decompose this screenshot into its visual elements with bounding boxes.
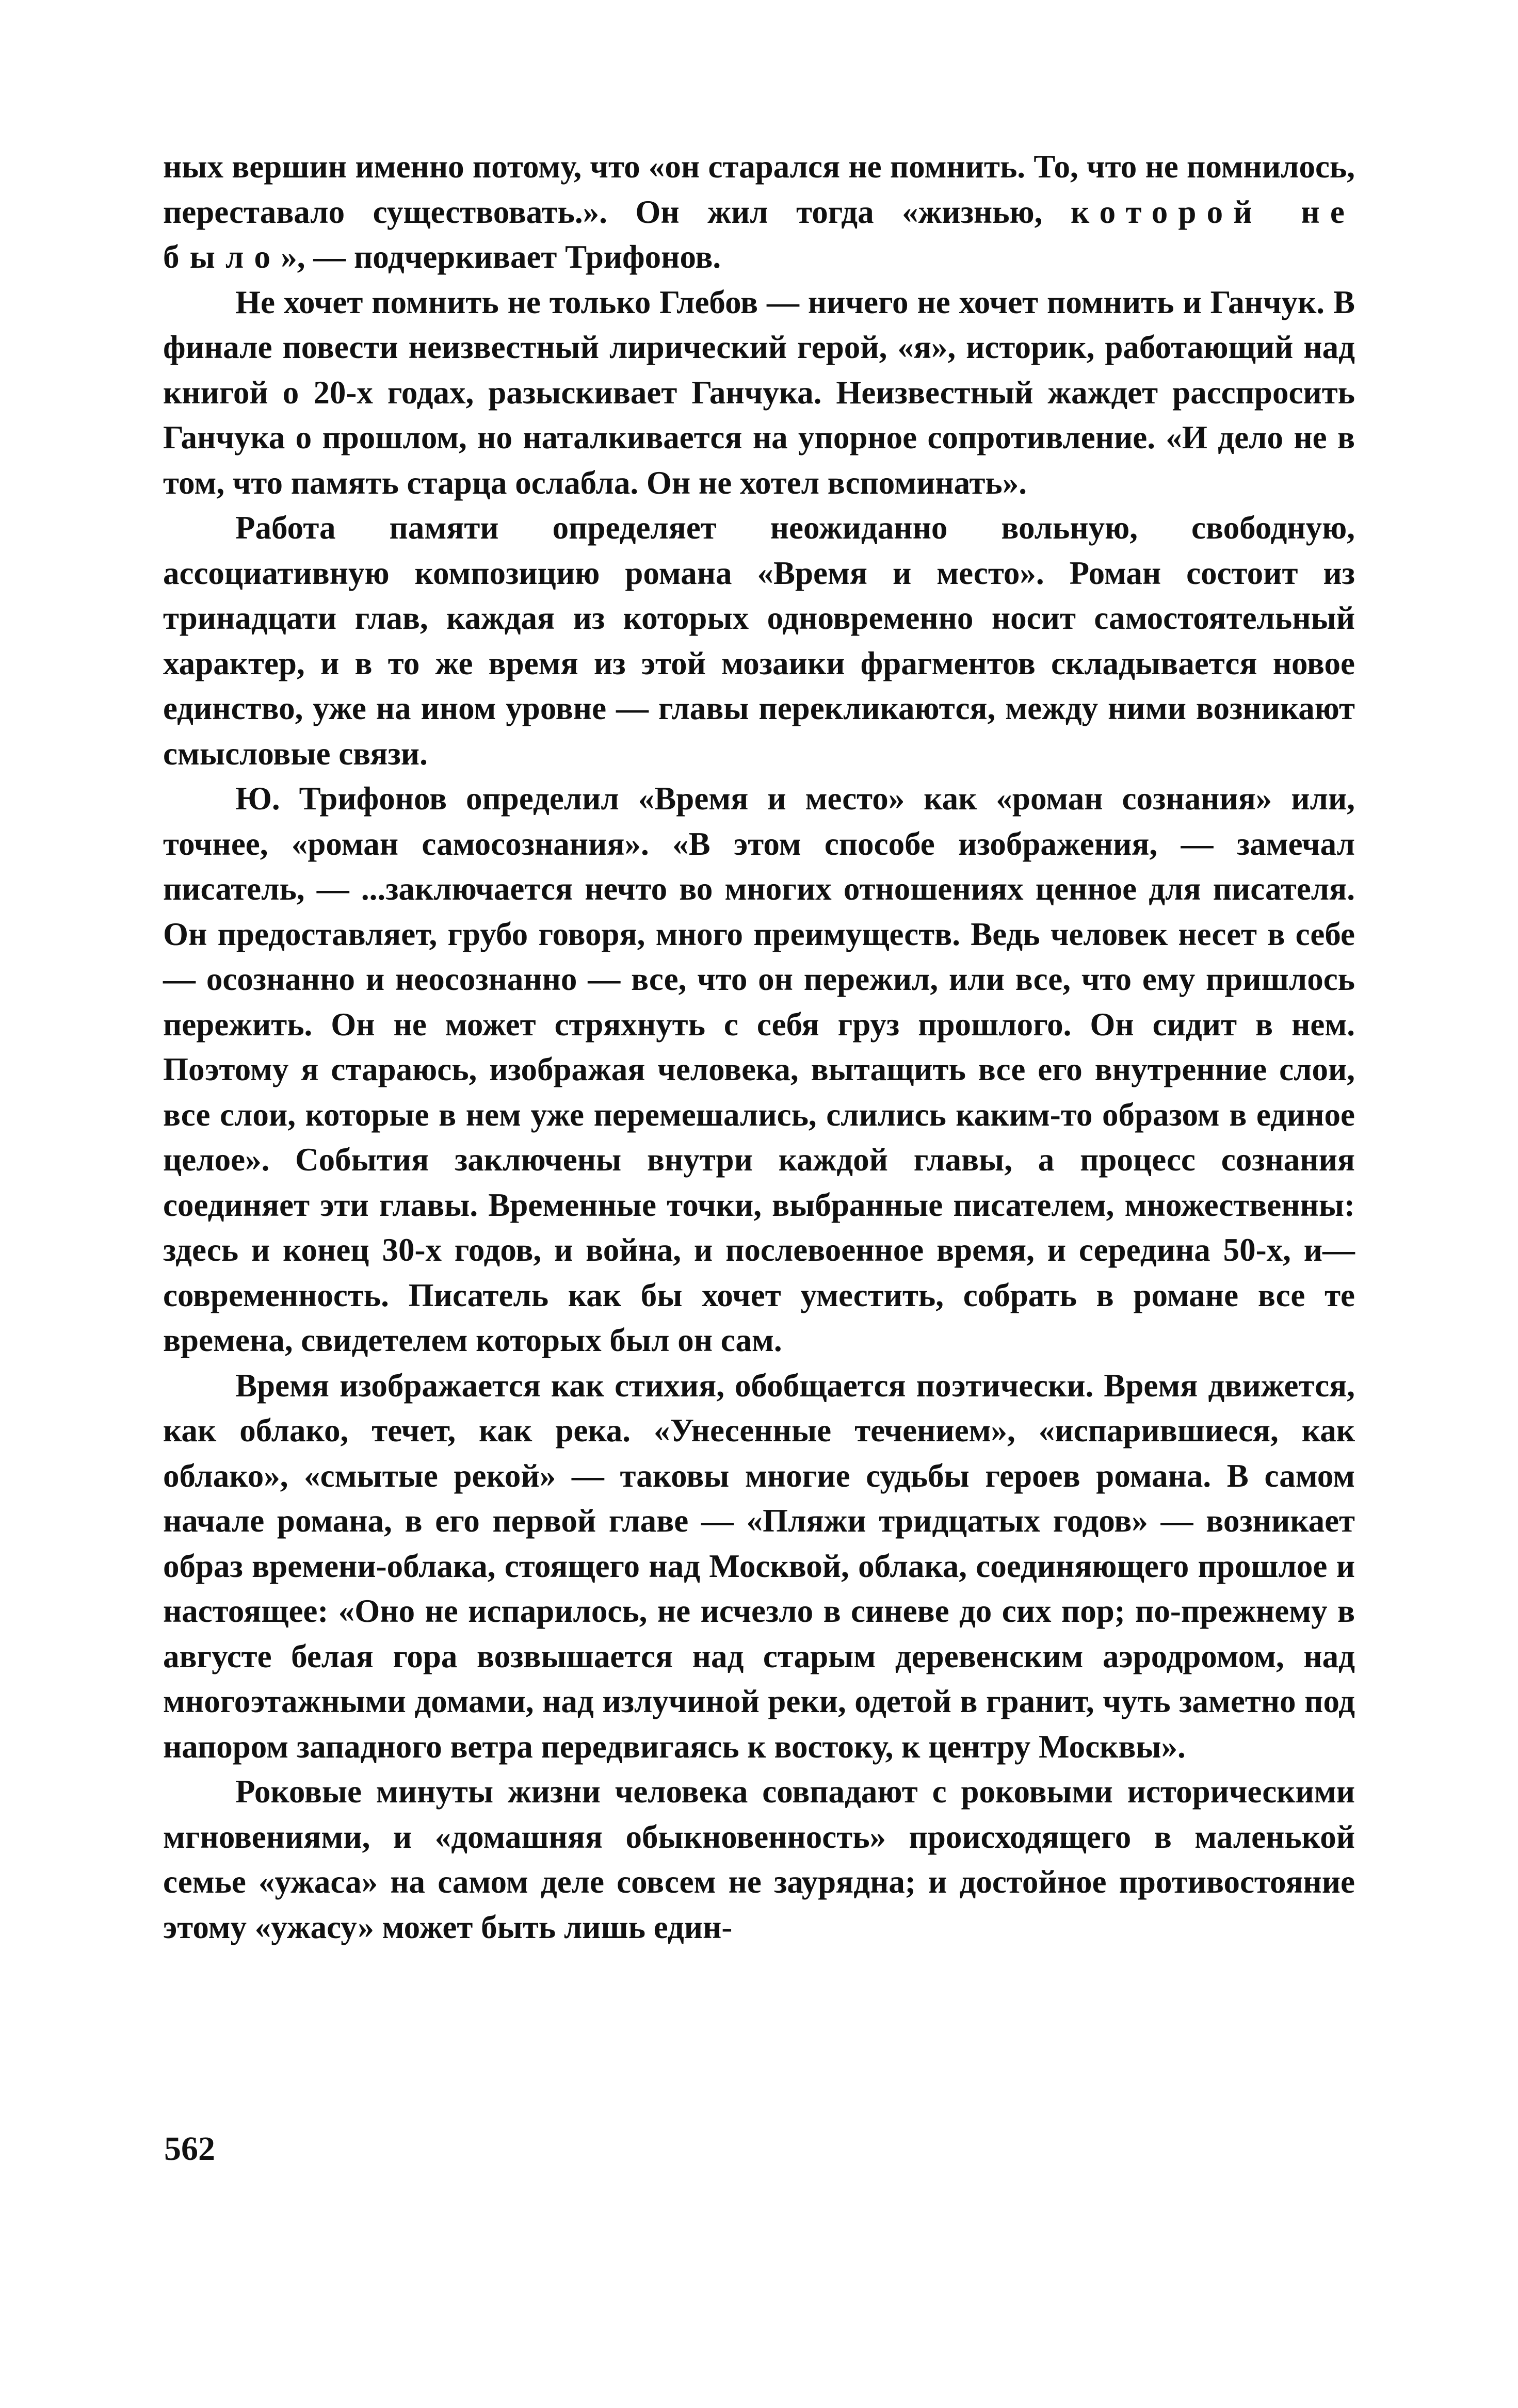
paragraph-text: Роковые минуты жизни человека совпадают с роковыми историческими мгновениями, и «домашняя обыкновенность» происходящего в маленькой семье «ужаса» на самом деле совсем не заурядна; и достойное противостояние этому «ужасу» может быть лишь един- bbox=[163, 1774, 1355, 1945]
paragraph-text: Работа памяти определяет неожиданно вольную, свободную, ассоциативную композицию романа «Время и место». Роман состоит из тринадцати глав, каждая из которых одновременно носит самостоятельный характер, и в то же время из этой мозаики фрагментов складывается новое единство, уже на ином уровне — главы перекликаются, между ними возникают смысловые связи. bbox=[163, 510, 1355, 772]
paragraph-text: », — подчеркивает Трифонов. bbox=[281, 239, 721, 275]
spaced-emphasis-text: которой не было bbox=[163, 193, 1355, 275]
paragraph bbox=[163, 776, 1355, 1363]
paragraph-text: Время изображается как стихия, обобщается поэтически. Время движется, как облако, течет, как река. «Унесенные течением», «испарившиеся, как облако», «смытые рекой» — таковы многие судьбы героев романа. В самом начале романа, в его первой главе — «Пляжи тридцатых годов» — возникает образ времени-облака, стоящего над Москвой, облака, соединяющего прошлое и настоящее: «Оно не испарилось, не исчезло в синеве до сих пор; по-прежнему в августе белая гора возвышается над старым деревенским аэродромом, над многоэтажными домами, над излучиной реки, одетой в гранит, чуть заметно под напором западного ветра передвигаясь к востоку, к центру Москвы». bbox=[163, 1367, 1355, 1765]
page-number: 562 bbox=[164, 2130, 215, 2168]
paragraph-text: ных вершин именно потому, что «он старался не помнить. То, что не помнилось, переставало существовать.». Он жил тогда «жизнью, bbox=[163, 149, 1355, 230]
paragraph-text: Ю. Трифонов определил «Время и место» как «роман сознания» или, точнее, «роман самосознания». «В этом способе изображения, — замечал писатель, — ...заключается нечто во многих отношениях ценное для писателя. Он предоставляет, грубо говоря, много преимуществ. Ведь человек несет в себе — осознанно и неосознанно — все, что он пережил, или все, что ему пришлось пережить. Он не может стряхнуть с себя груз прошлого. Он сидит в нем. Поэтому я стараюсь, изображая человека, вытащить все его внутренние слои, все слои, которые в нем уже перемешались, слились каким-то образом в единое целое». События заключены внутри каждой главы, а процесс сознания соединяет эти главы. Временные точки, выбранные писателем, множественны: здесь и конец 30-х годов, и война, и послевоенное время, и середина 50-х, и—современность. Писатель как бы хочет уместить, собрать в романе все те времена, свидетелем которых был он сам. bbox=[163, 780, 1355, 1358]
paragraph bbox=[163, 144, 1355, 280]
paragraph bbox=[163, 280, 1355, 506]
paragraph bbox=[163, 1363, 1355, 1770]
paragraph bbox=[163, 506, 1355, 776]
body-text bbox=[163, 144, 1355, 1950]
paragraph-text: Не хочет помнить не только Глебов — ничего не хочет помнить и Ганчук. В финале повести неизвестный лирический герой, «я», историк, работающий над книгой о 20-х годах, разыскивает Ганчука. Неизвестный жаждет расспросить Ганчука о прошлом, но наталкивается на упорное сопротивление. «И дело не в том, что память старца ослабла. Он не хотел вспоминать». bbox=[163, 284, 1355, 501]
paragraph bbox=[163, 1769, 1355, 1950]
